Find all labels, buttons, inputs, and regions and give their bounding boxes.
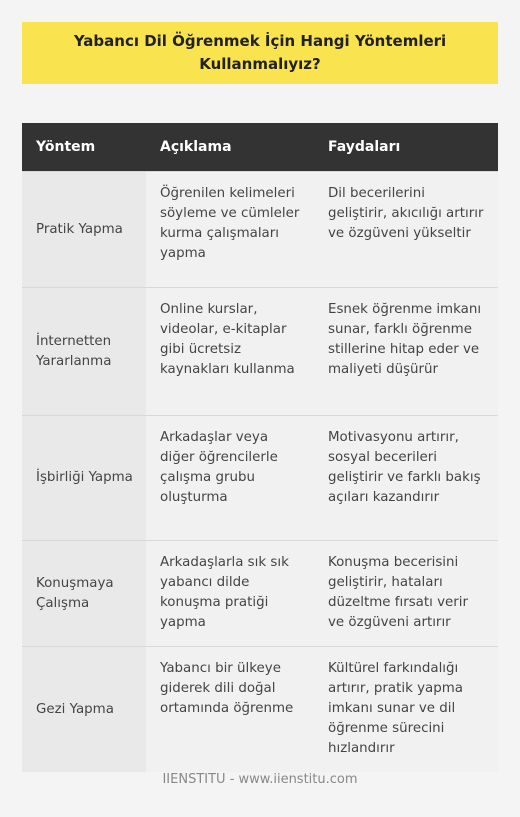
header-method: Yöntem (22, 123, 146, 172)
description-cell: Arkadaşlar veya diğer öğrencilerle çalışma grubu oluşturma (146, 416, 314, 541)
method-cell: Gezi Yapma (22, 647, 146, 773)
page-title: Yabancı Dil Öğrenmek İçin Hangi Yöntemleri Kullanmalıyız? (22, 22, 498, 84)
method-cell: Konuşmaya Çalışma (22, 541, 146, 647)
table-row (22, 288, 498, 416)
table-row (22, 416, 498, 541)
footer-credit: IIENSTITU - www.iienstitu.com (162, 772, 358, 787)
method-cell: İnternetten Yararlanma (22, 288, 146, 416)
table-row (22, 172, 498, 288)
methods-table (22, 123, 498, 772)
description-cell: Online kurslar, videolar, e-kitaplar gibi ücretsiz kaynakları kullanma (146, 288, 314, 416)
benefits-cell: Konuşma becerisini geliştirir, hataları düzeltme fırsatı verir ve özgüveni artırır (314, 541, 498, 647)
benefits-cell: Esnek öğrenme imkanı sunar, farklı öğrenme stillerine hitap eder ve maliyeti düşürür (314, 288, 498, 416)
table-row (22, 541, 498, 647)
benefits-cell: Motivasyonu artırır, sosyal becerileri geliştirir ve farklı bakış açıları kazandırır (314, 416, 498, 541)
method-cell: Pratik Yapma (22, 172, 146, 288)
table-header-row (22, 123, 498, 172)
benefits-cell: Kültürel farkındalığı artırır, pratik yapma imkanı sunar ve dil öğrenme sürecini hızlandırır (314, 647, 498, 773)
header-description: Açıklama (146, 123, 314, 172)
benefits-cell: Dil becerilerini geliştirir, akıcılığı artırır ve özgüveni yükseltir (314, 172, 498, 288)
description-cell: Arkadaşlarla sık sık yabancı dilde konuşma pratiği yapma (146, 541, 314, 647)
header-benefits: Faydaları (314, 123, 498, 172)
description-cell: Öğrenilen kelimeleri söyleme ve cümleler kurma çalışmaları yapma (146, 172, 314, 288)
description-cell: Yabancı bir ülkeye giderek dili doğal ortamında öğrenme (146, 647, 314, 773)
table-row (22, 647, 498, 773)
method-cell: İşbirliği Yapma (22, 416, 146, 541)
